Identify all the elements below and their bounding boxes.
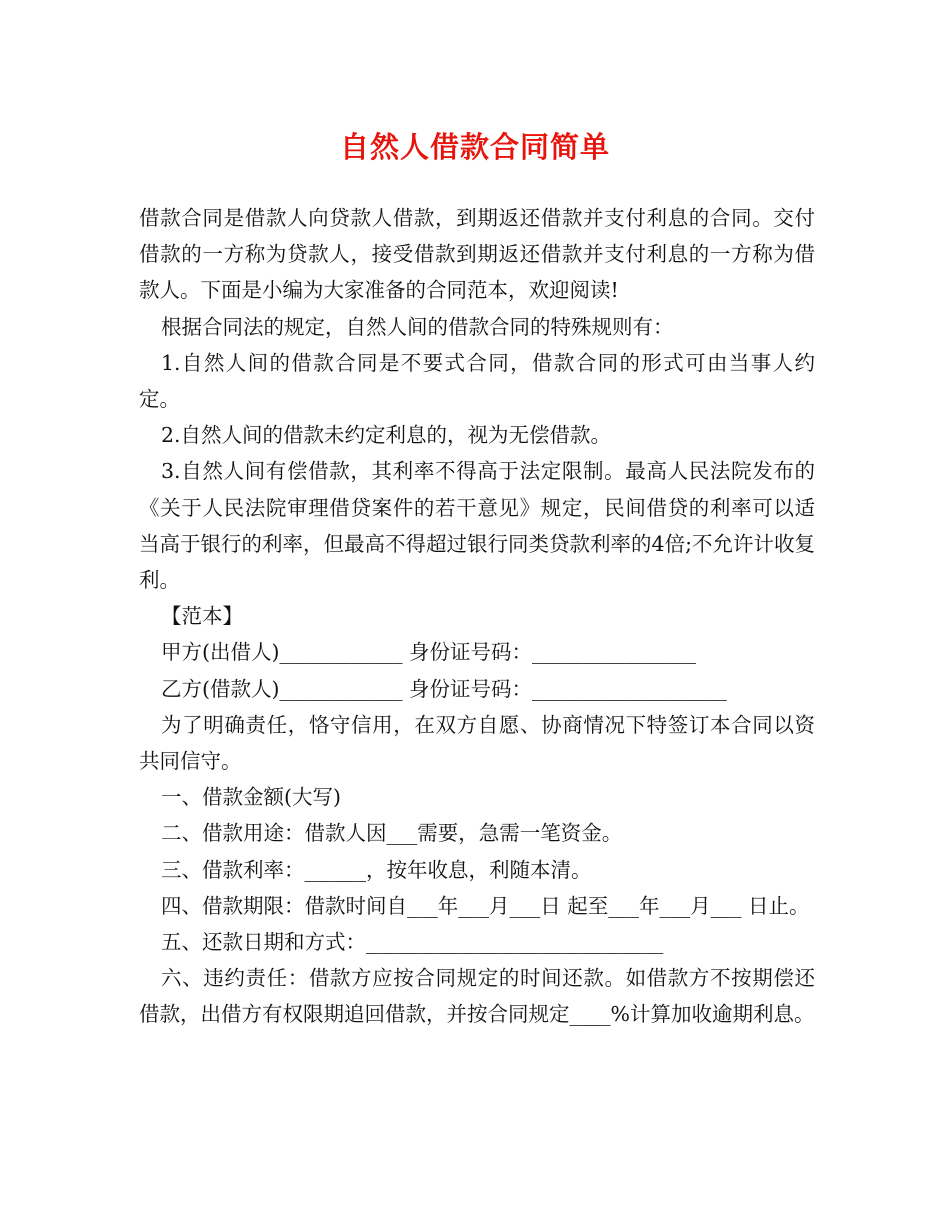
rules-heading: 根据合同法的规定，自然人间的借款合同的特殊规则有： xyxy=(161,314,674,339)
document-body xyxy=(139,200,815,1033)
party-b-line: 乙方(借款人)____________ 身份证号码：___________________ xyxy=(161,676,727,701)
clause-repayment: 五、还款日期和方式：_____________________________ xyxy=(161,930,664,955)
clause-amount: 一、借款金额(大写) xyxy=(161,785,341,810)
rule-item-3: 3.自然人间有偿借款，其利率不得高于法定限制。最高人民法院发布的《关于人民法院审理借贷案件的若干意见》规定，民间借贷的利率可以适当高于银行的利率，但最高不得超过银行同类贷款利率的4倍;不允许计收复利。 xyxy=(139,459,815,593)
clause-liability: 六、违约责任：借款方应按合同规定的时间还款。如借款方不按期偿还借款，出借方有权限期追回借款，并按合同规定____%计算加收逾期利息。 xyxy=(139,966,815,1027)
rule-item-1: 1.自然人间的借款合同是不要式合同，借款合同的形式可由当事人约定。 xyxy=(139,350,815,412)
rule-item-2: 2.自然人间的借款未约定利息的，视为无偿借款。 xyxy=(161,423,612,448)
party-a-line: 甲方(出借人)____________ 身份证号码：________________ xyxy=(161,640,697,665)
preamble-paragraph: 为了明确责任，恪守信用，在双方自愿、协商情况下特签订本合同以资共同信守。 xyxy=(139,712,815,774)
intro-paragraph: 借款合同是借款人向贷款人借款，到期返还借款并支付利息的合同。交付借款的一方称为贷款人，接受借款到期返还借款并支付利息的一方称为借款人。下面是小编为大家准备的合同范本，欢迎阅读! xyxy=(139,206,815,303)
clause-term: 四、借款期限：借款时间自___年___月___日 起至___年___月___ 日止。 xyxy=(161,893,810,918)
clause-interest-rate: 三、借款利率：______，按年收息，利随本清。 xyxy=(161,857,592,882)
clause-purpose: 二、借款用途：借款人因___需要，急需一笔资金。 xyxy=(161,821,623,846)
document-title: 自然人借款合同简单 xyxy=(339,130,610,164)
template-heading: 【范本】 xyxy=(161,604,243,629)
